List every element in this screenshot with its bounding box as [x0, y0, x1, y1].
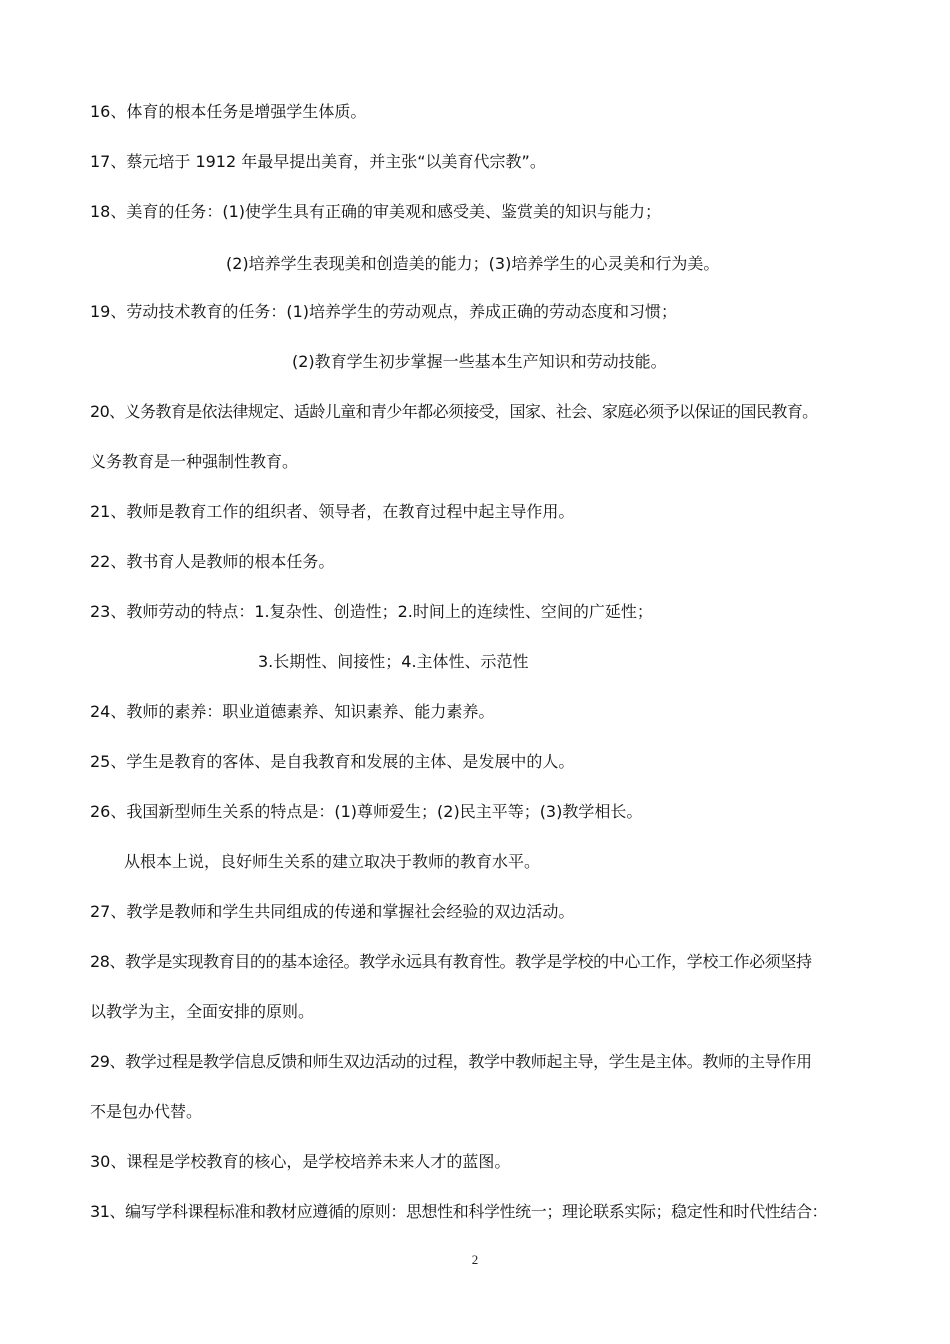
- text-line-23: 23、教师劳动的特点：1.复杂性、创造性；2.时间上的连续性、空间的广延性；: [90, 602, 653, 621]
- text-line-29: 29、教学过程是教学信息反馈和师生双边活动的过程，教学中教师起主导，学生是主体。教师的主导作用: [90, 1052, 812, 1071]
- text-line-20-cont: 义务教育是一种强制性教育。: [90, 452, 299, 471]
- text-line-25: 25、学生是教育的客体、是自我教育和发展的主体、是发展中的人。: [90, 752, 575, 771]
- text-line-18-cont: (2)培养学生表现美和创造美的能力；(3)培养学生的心灵美和行为美。: [226, 254, 720, 273]
- text-line-22: 22、教书育人是教师的根本任务。: [90, 552, 335, 571]
- text-line-26: 26、我国新型师生关系的特点是：(1)尊师爱生；(2)民主平等；(3)教学相长。: [90, 802, 643, 821]
- text-line-27: 27、教学是教师和学生共同组成的传递和掌握社会经验的双边活动。: [90, 902, 575, 921]
- text-line-28: 28、教学是实现教育目的的基本途径。教学永远具有教育性。教学是学校的中心工作，学校工作必须坚持: [90, 952, 812, 971]
- text-line-24: 24、教师的素养：职业道德素养、知识素养、能力素养。: [90, 702, 495, 721]
- text-line-26-cont: 从根本上说，良好师生关系的建立取决于教师的教育水平。: [124, 852, 541, 871]
- text-line-19: 19、劳动技术教育的任务：(1)培养学生的劳动观点，养成正确的劳动态度和习惯；: [90, 302, 678, 321]
- text-line-23-cont: 3.长期性、间接性；4.主体性、示范性: [258, 652, 529, 671]
- text-line-16: 16、体育的根本任务是增强学生体质。: [90, 102, 367, 121]
- text-line-17: 17、蔡元培于 1912 年最早提出美育，并主张“以美育代宗教”。: [90, 152, 546, 171]
- page-number: 2: [471, 1252, 479, 1267]
- text-line-28-cont: 以教学为主，全面安排的原则。: [90, 1002, 315, 1021]
- text-line-18: 18、美育的任务：(1)使学生具有正确的审美观和感受美、鉴赏美的知识与能力；: [90, 202, 662, 221]
- text-line-29-cont: 不是包办代替。: [90, 1102, 203, 1121]
- text-line-19-cont: (2)教育学生初步掌握一些基本生产知识和劳动技能。: [292, 352, 667, 371]
- text-line-20: 20、义务教育是依法律规定、适龄儿童和青少年都必须接受，国家、社会、家庭必须予以保证的国民教育。: [90, 402, 818, 421]
- text-line-30: 30、课程是学校教育的核心，是学校培养未来人才的蓝图。: [90, 1152, 511, 1171]
- text-line-31: 31、编写学科课程标准和教材应遵循的原则：思想性和科学性统一；理论联系实际；稳定性和时代性结合：: [90, 1202, 828, 1221]
- text-line-21: 21、教师是教育工作的组织者、领导者，在教育过程中起主导作用。: [90, 502, 575, 521]
